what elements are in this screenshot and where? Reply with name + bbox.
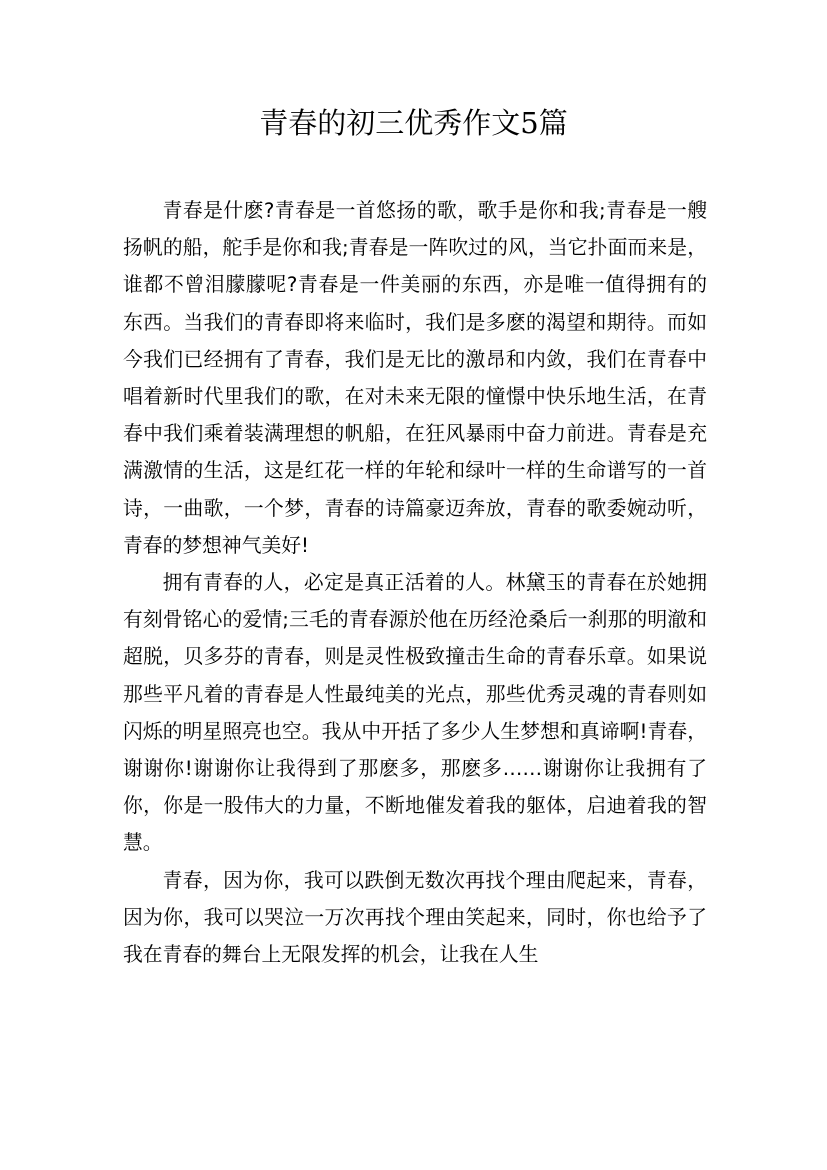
paragraph-2: 拥有青春的人，必定是真正活着的人。林黛玉的青春在於她拥有刻骨铭心的爱情;三毛的青春源於他在历经沧桑后一刹那的明澈和超脱，贝多芬的青春，则是灵性极致撞击生命的青春乐章。如果说那些平凡着的青春是人性最纯美的光点，那些优秀灵魂的青春则如闪烁的明星照亮也空。我从中开括了多少人生梦想和真谛啊!青春，谢谢你!谢谢你让我得到了那麽多，那麽多……谢谢你让我拥有了你，你是一股伟大的力量，不断地催发着我的躯体，启迪着我的智慧。	[123, 571, 707, 855]
document-body	[123, 192, 707, 973]
paragraph-1: 青春是什麽?青春是一首悠扬的歌，歌手是你和我;青春是一艘扬帆的船，舵手是你和我;青春是一阵吹过的风，当它扑面而来是，谁都不曾泪朦朦呢?青春是一件美丽的东西，亦是唯一值得拥有的东西。当我们的青春即将来临时，我们是多麽的渴望和期待。而如今我们已经拥有了青春，我们是无比的激昂和内敛，我们在青春中唱着新时代里我们的歌，在对未来无限的憧憬中快乐地生活，在青春中我们乘着装满理想的帆船，在狂风暴雨中奋力前进。青春是充满激情的生活，这是红花一样的年轮和绿叶一样的生命谱写的一首诗，一曲歌，一个梦，青春的诗篇豪迈奔放，青春的歌委婉动听，青春的梦想神气美好!	[123, 199, 707, 557]
document-title: 青春的初三优秀作文5篇	[259, 106, 568, 140]
paragraph-3: 青春，因为你，我可以跌倒无数次再找个理由爬起来，青春，因为你，我可以哭泣一万次再找个理由笑起来，同时，你也给予了我在青春的舞台上无限发挥的机会，让我在人生	[123, 868, 707, 967]
